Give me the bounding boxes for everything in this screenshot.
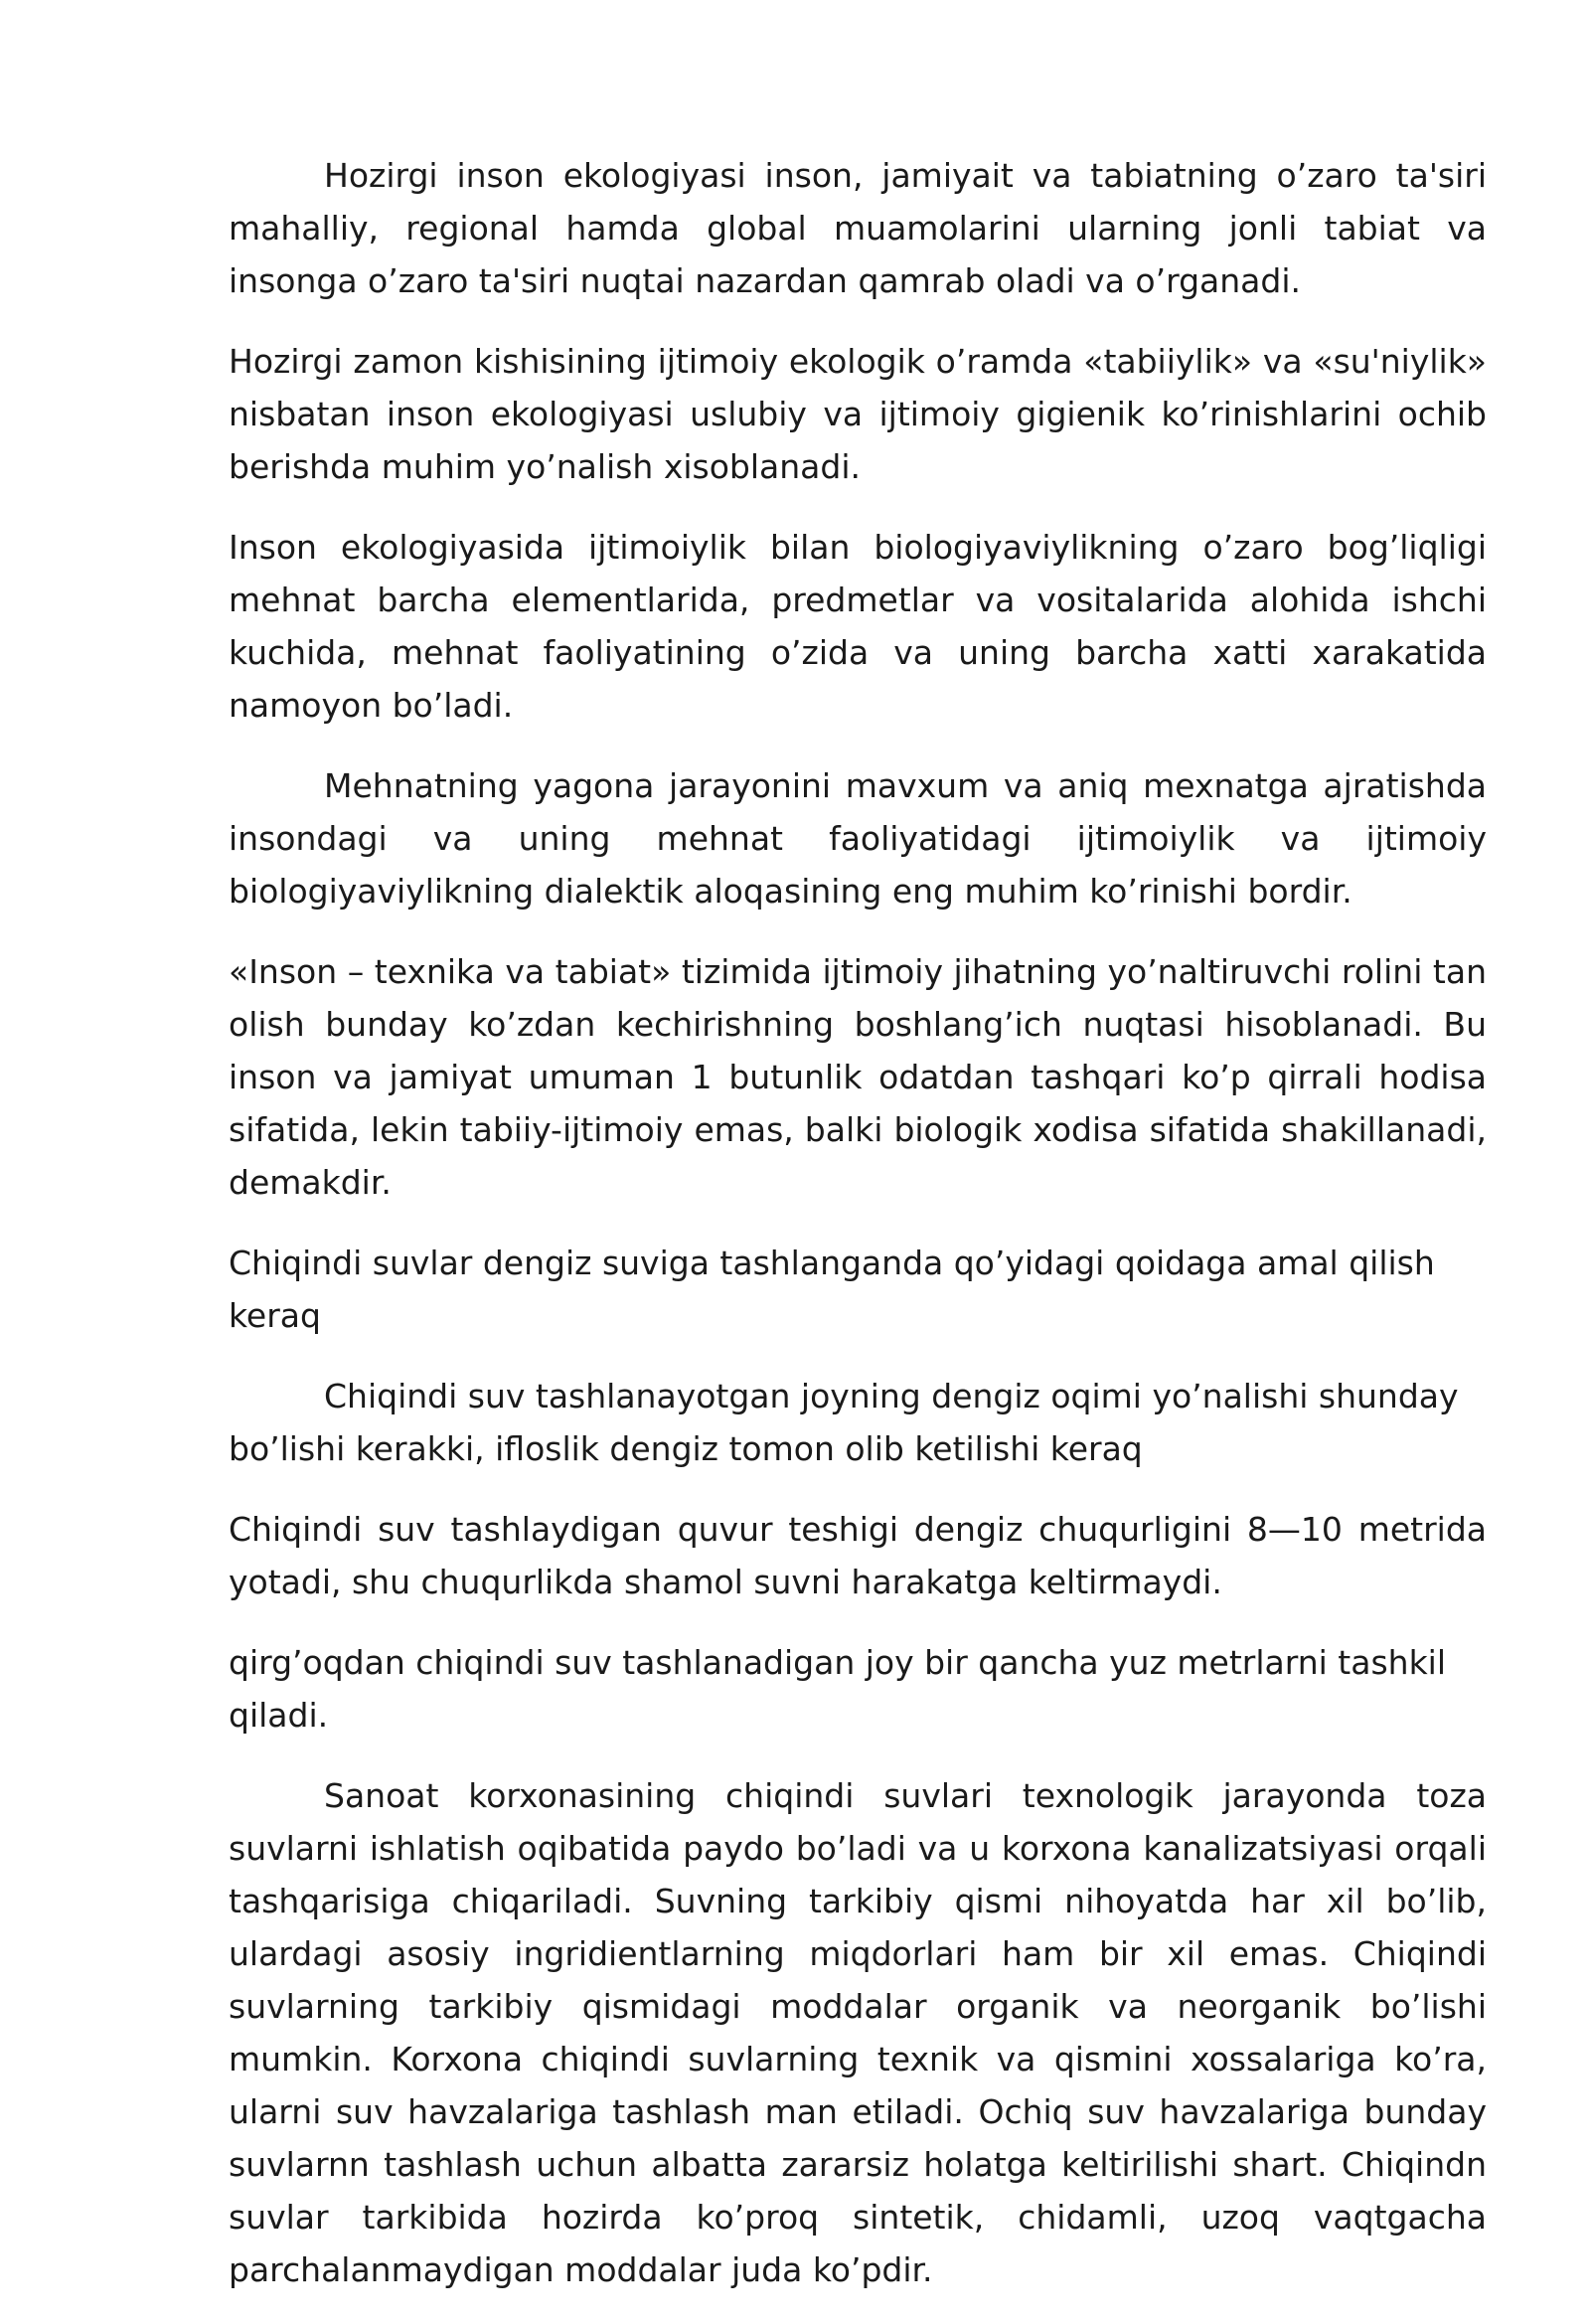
paragraph-10: Sanoat korxonasining chiqindi suvlari texnologik jarayonda toza suvlarni ishlatish oqibatida paydo bo’ladi va u korxona kanalizatsiyasi orqali tashqarisiga chiqariladi. Suvning tarkibiy qismi nihoyatda har xil bo’lib, ulardagi asosiy ingridientlarning miqdorlari ham bir xil emas. Chiqindi suvlarning tarkibiy qismidagi moddalar organik va neorganik bo’lishi mumkin. Korxona chiqindi suvlarning texnik va qismini xossalariga ko’ra, ularni suv havzalariga tashlash man etiladi. Ochiq suv havzalariga bunday suvlarnn tashlash uchun albatta zararsiz holatga keltirilishi shart. Chiqindn suvlar tarkibida hozirda ko’proq sintetik, chidamli, uzoq vaqtgacha parchalanmaydigan moddalar juda ko’pdir.	[229, 1776, 1487, 2289]
paragraph-6: Chiqindi suvlar dengiz suviga tashlanganda qo’yidagi qoidaga amal qilish keraq	[229, 1244, 1435, 1335]
paragraph-1: Hozirgi inson ekologiyasi inson, jamiyait va tabiatning o’zaro ta'siri mahalliy, regional hamda global muamolarini ularning jonli tabiat va insonga o’zaro ta'siri nuqtai nazardan qamrab oladi va o’rganadi.	[229, 156, 1487, 300]
paragraph-2: Hozirgi zamon kishisining ijtimoiy ekologik o’ramda «tabiiylik» va «su'niylik» nisbatan inson ekologiyasi uslubiy va ijtimoiy gigienik ko’rinishlarini ochib berishda muhim yo’nalish xisoblanadi.	[229, 342, 1487, 486]
paragraph-3: Inson ekologiyasida ijtimoiylik bilan biologiyaviylikning o’zaro bog’liqligi mehnat barcha elementlarida, predmetlar va vositalarida alohida ishchi kuchida, mehnat faoliyatining o’zida va uning barcha xatti xarakatida namoyon bo’ladi.	[229, 528, 1487, 725]
paragraph-4: Mehnatning yagona jarayonini mavxum va aniq mexnatga ajratishda insondagi va uning mehnat faoliyatidagi ijtimoiylik va ijtimoiy biologiyaviylikning dialektik aloqasining eng muhim ko’rinishi bordir.	[229, 766, 1487, 911]
paragraph-5: «Inson – texnika va tabiat» tizimida ijtimoiy jihatning yo’naltiruvchi rolini tan olish bunday ko’zdan kechirishning boshlang’ich nuqtasi hisoblanadi. Bu inson va jamiyat umuman 1 butunlik odatdan tashqari ko’p qirrali hodisa sifatida, lekin tabiiy-ijtimoiy emas, balki biologik xodisa sifatida shakillanadi, demakdir.	[229, 952, 1487, 1202]
document-body	[229, 149, 1487, 2324]
paragraph-7: Chiqindi suv tashlanayotgan joyning dengiz oqimi yo’nalishi shunday bo’lishi kerakki, ifloslik dengiz tomon olib ketilishi keraq	[229, 1377, 1459, 1468]
paragraph-8: Chiqindi suv tashlaydigan quvur teshigi dengiz chuqurligini 8—10 metrida yotadi, shu chuqurlikda shamol suvni harakatga keltirmaydi.	[229, 1510, 1487, 1601]
paragraph-9: qirg’oqdan chiqindi suv tashlanadigan joy bir qancha yuz metrlarni tashkil qiladi.	[229, 1643, 1447, 1735]
